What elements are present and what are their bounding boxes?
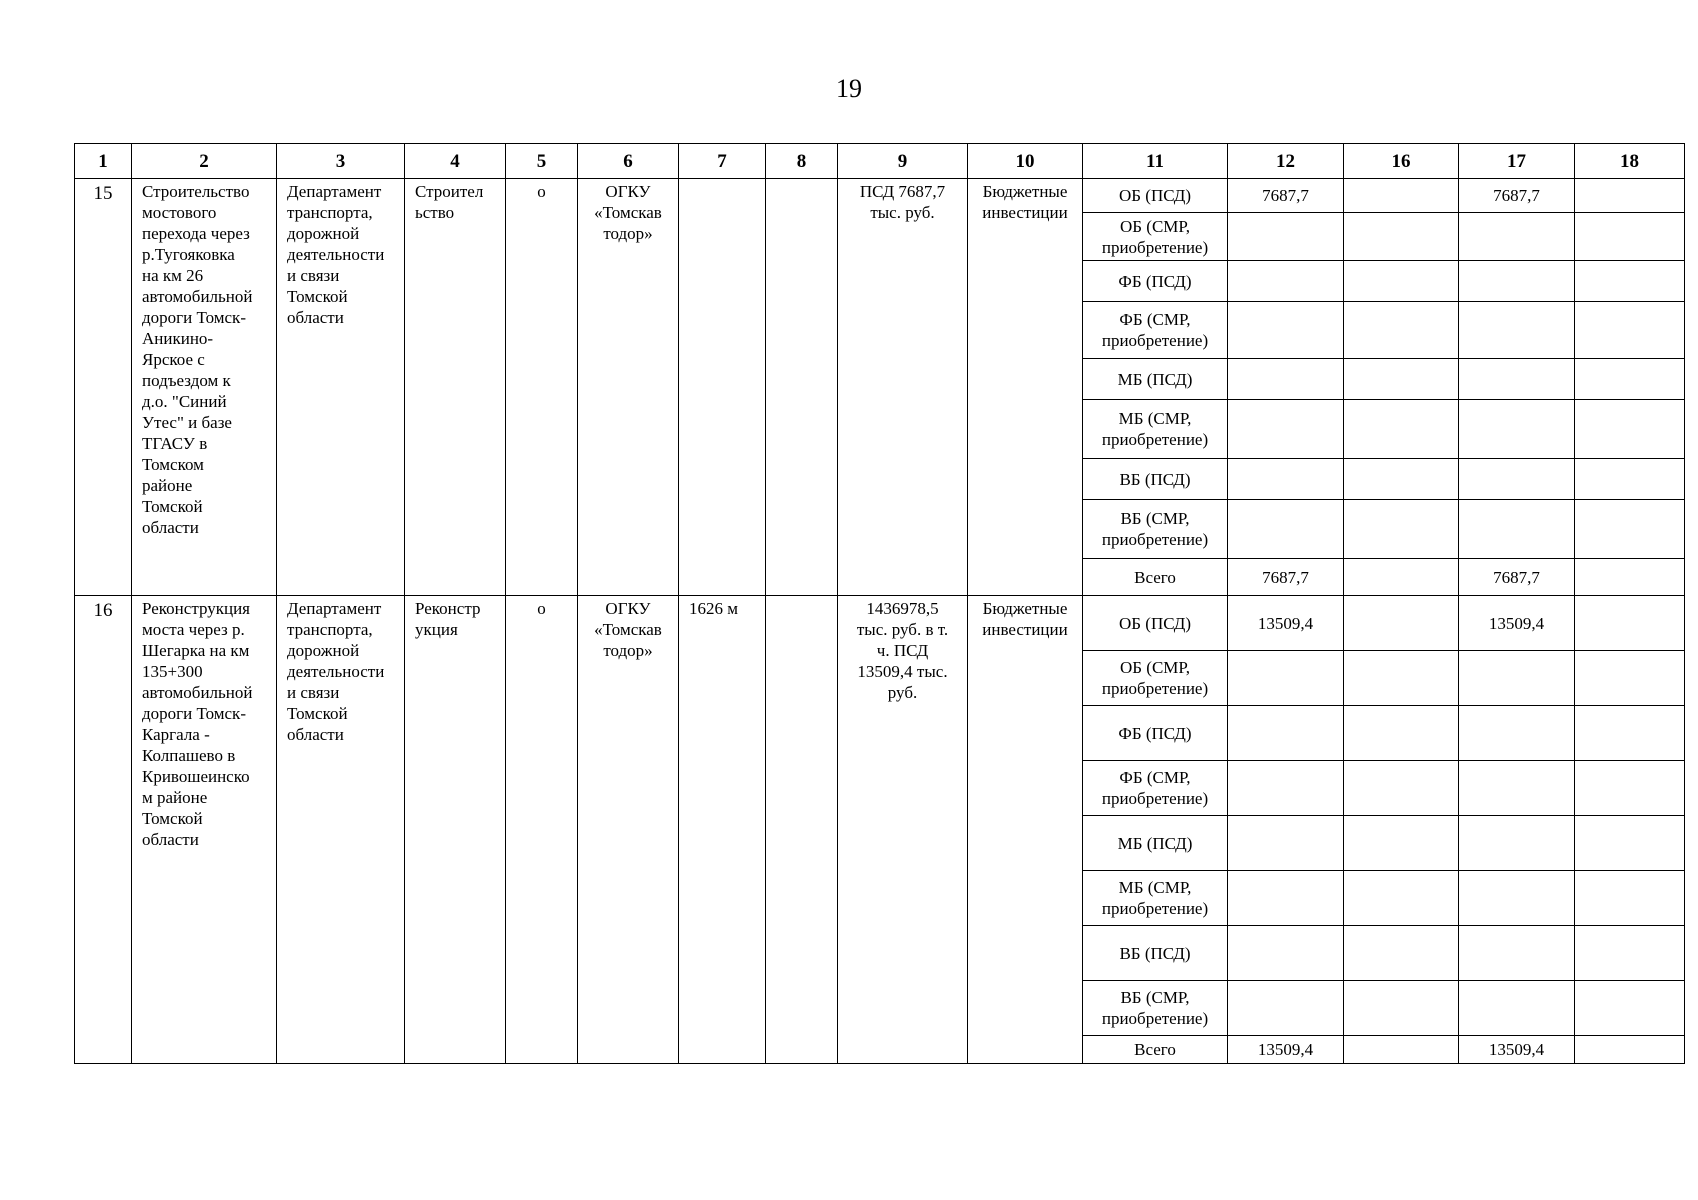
funding-c16-value xyxy=(1344,651,1459,706)
work-type: Строител ьство xyxy=(405,179,506,596)
funding-c18-value xyxy=(1575,596,1685,651)
funding-c16-value xyxy=(1344,302,1459,359)
funding-c12-value xyxy=(1228,459,1344,500)
funding-c18-value xyxy=(1575,1036,1685,1064)
work-type: Реконстр укция xyxy=(405,596,506,1064)
funding-c18-value xyxy=(1575,213,1685,261)
funding-c17-value xyxy=(1459,926,1575,981)
funding-c17-value: 7687,7 xyxy=(1459,559,1575,596)
customer: Департамент транспорта, дорожной деятельности и связи Томской области xyxy=(277,179,405,596)
funding-source: ОБ (ПСД) xyxy=(1083,596,1228,651)
funding-c12-value xyxy=(1228,400,1344,459)
funding-c17-value xyxy=(1459,500,1575,559)
funding-c16-value xyxy=(1344,500,1459,559)
funding-c12-value: 7687,7 xyxy=(1228,559,1344,596)
header-col-1: 1 xyxy=(75,144,132,179)
col-8-value xyxy=(766,596,838,1064)
funding-source: МБ (ПСД) xyxy=(1083,816,1228,871)
funding-c17-value xyxy=(1459,400,1575,459)
funding-c18-value xyxy=(1575,459,1685,500)
funding-c16-value xyxy=(1344,871,1459,926)
funding-c18-value xyxy=(1575,981,1685,1036)
funding-c12-value xyxy=(1228,500,1344,559)
funding-c17-value: 7687,7 xyxy=(1459,179,1575,213)
funding-source: ФБ (ПСД) xyxy=(1083,261,1228,302)
header-col-10: 10 xyxy=(968,144,1083,179)
funding-c18-value xyxy=(1575,816,1685,871)
funding-c16-value xyxy=(1344,816,1459,871)
header-row xyxy=(75,144,1685,179)
funding-c18-value xyxy=(1575,926,1685,981)
object-name: Строительство мостового перехода через р.Тугояковка на км 26 автомобильной дороги Томск- Аникино- Ярское с подъездом к д.о. "Синий Утес" и базе ТГАСУ в Томском районе Томской области xyxy=(132,179,277,596)
funding-c16-value xyxy=(1344,179,1459,213)
header-col-2: 2 xyxy=(132,144,277,179)
funding-c17-value xyxy=(1459,761,1575,816)
funding-c16-value xyxy=(1344,359,1459,400)
header-col-8: 8 xyxy=(766,144,838,179)
funding-c12-value xyxy=(1228,816,1344,871)
funding-c16-value xyxy=(1344,1036,1459,1064)
funding-c18-value xyxy=(1575,871,1685,926)
funding-c17-value xyxy=(1459,816,1575,871)
funding-c12-value xyxy=(1228,302,1344,359)
estimated-cost: ПСД 7687,7 тыс. руб. xyxy=(838,179,968,596)
col-5-value: о xyxy=(506,179,578,596)
funding-c18-value xyxy=(1575,651,1685,706)
header-col-5: 5 xyxy=(506,144,578,179)
funding-c12-value: 7687,7 xyxy=(1228,179,1344,213)
header-col-7: 7 xyxy=(679,144,766,179)
funding-c17-value: 13509,4 xyxy=(1459,596,1575,651)
funding-c16-value xyxy=(1344,926,1459,981)
contractor: ОГКУ «Томскав тодор» xyxy=(578,179,679,596)
funding-c17-value xyxy=(1459,261,1575,302)
funding-c18-value xyxy=(1575,706,1685,761)
funding-c18-value xyxy=(1575,302,1685,359)
funding-source: ВБ (ПСД) xyxy=(1083,926,1228,981)
investment-type: Бюджетные инвестиции xyxy=(968,179,1083,596)
funding-c18-value xyxy=(1575,261,1685,302)
header-col-16: 16 xyxy=(1344,144,1459,179)
row-number: 15 xyxy=(75,179,132,596)
col-8-value xyxy=(766,179,838,596)
funding-c12-value: 13509,4 xyxy=(1228,1036,1344,1064)
funding-source: ОБ (СМР, приобретение) xyxy=(1083,213,1228,261)
funding-source: ВБ (СМР, приобретение) xyxy=(1083,981,1228,1036)
funding-source: ОБ (СМР, приобретение) xyxy=(1083,651,1228,706)
funding-c16-value xyxy=(1344,706,1459,761)
funding-c18-value xyxy=(1575,400,1685,459)
funding-source: ВБ (ПСД) xyxy=(1083,459,1228,500)
capacity: 1626 м xyxy=(679,596,766,1064)
funding-c17-value xyxy=(1459,981,1575,1036)
funding-c16-value xyxy=(1344,559,1459,596)
col-5-value: о xyxy=(506,596,578,1064)
funding-source: Всего xyxy=(1083,1036,1228,1064)
header-col-9: 9 xyxy=(838,144,968,179)
capacity xyxy=(679,179,766,596)
customer: Департамент транспорта, дорожной деятельности и связи Томской области xyxy=(277,596,405,1064)
funding-c17-value xyxy=(1459,302,1575,359)
header-col-18: 18 xyxy=(1575,144,1685,179)
funding-c16-value xyxy=(1344,213,1459,261)
funding-c12-value: 13509,4 xyxy=(1228,596,1344,651)
funding-c16-value xyxy=(1344,261,1459,302)
funding-c12-value xyxy=(1228,981,1344,1036)
object-name: Реконструкция моста через р. Шегарка на км 135+300 автомобильной дороги Томск- Каргала - Колпашево в Кривошеинско м районе Томской области xyxy=(132,596,277,1064)
header-col-6: 6 xyxy=(578,144,679,179)
header-col-17: 17 xyxy=(1459,144,1575,179)
funding-c18-value xyxy=(1575,761,1685,816)
funding-c18-value xyxy=(1575,359,1685,400)
funding-c18-value xyxy=(1575,179,1685,213)
row-number: 16 xyxy=(75,596,132,1064)
contractor: ОГКУ «Томскав тодор» xyxy=(578,596,679,1064)
investment-type: Бюджетные инвестиции xyxy=(968,596,1083,1064)
funding-c16-value xyxy=(1344,596,1459,651)
funding-source: Всего xyxy=(1083,559,1228,596)
header-col-3: 3 xyxy=(277,144,405,179)
funding-c12-value xyxy=(1228,261,1344,302)
funding-c16-value xyxy=(1344,981,1459,1036)
funding-c12-value xyxy=(1228,359,1344,400)
table-row xyxy=(75,596,1685,651)
funding-c17-value: 13509,4 xyxy=(1459,1036,1575,1064)
funding-c17-value xyxy=(1459,459,1575,500)
table-row xyxy=(75,179,1685,213)
funding-c16-value xyxy=(1344,400,1459,459)
funding-c17-value xyxy=(1459,871,1575,926)
estimated-cost: 1436978,5 тыс. руб. в т. ч. ПСД 13509,4 тыс. руб. xyxy=(838,596,968,1064)
funding-c12-value xyxy=(1228,761,1344,816)
funding-source: ОБ (ПСД) xyxy=(1083,179,1228,213)
funding-c16-value xyxy=(1344,761,1459,816)
funding-c12-value xyxy=(1228,926,1344,981)
funding-c17-value xyxy=(1459,359,1575,400)
funding-source: ФБ (СМР, приобретение) xyxy=(1083,761,1228,816)
funding-source: ФБ (СМР, приобретение) xyxy=(1083,302,1228,359)
page-number: 19 xyxy=(836,74,862,103)
funding-c16-value xyxy=(1344,459,1459,500)
funding-source: ВБ (СМР, приобретение) xyxy=(1083,500,1228,559)
funding-c17-value xyxy=(1459,706,1575,761)
funding-c17-value xyxy=(1459,651,1575,706)
investment-table xyxy=(74,143,1685,1064)
header-col-11: 11 xyxy=(1083,144,1228,179)
funding-c17-value xyxy=(1459,213,1575,261)
funding-c18-value xyxy=(1575,559,1685,596)
funding-source: МБ (СМР, приобретение) xyxy=(1083,871,1228,926)
funding-c18-value xyxy=(1575,500,1685,559)
funding-source: ФБ (ПСД) xyxy=(1083,706,1228,761)
funding-source: МБ (СМР, приобретение) xyxy=(1083,400,1228,459)
header-col-4: 4 xyxy=(405,144,506,179)
funding-c12-value xyxy=(1228,213,1344,261)
header-col-12: 12 xyxy=(1228,144,1344,179)
funding-c12-value xyxy=(1228,871,1344,926)
funding-c12-value xyxy=(1228,651,1344,706)
funding-source: МБ (ПСД) xyxy=(1083,359,1228,400)
funding-c12-value xyxy=(1228,706,1344,761)
